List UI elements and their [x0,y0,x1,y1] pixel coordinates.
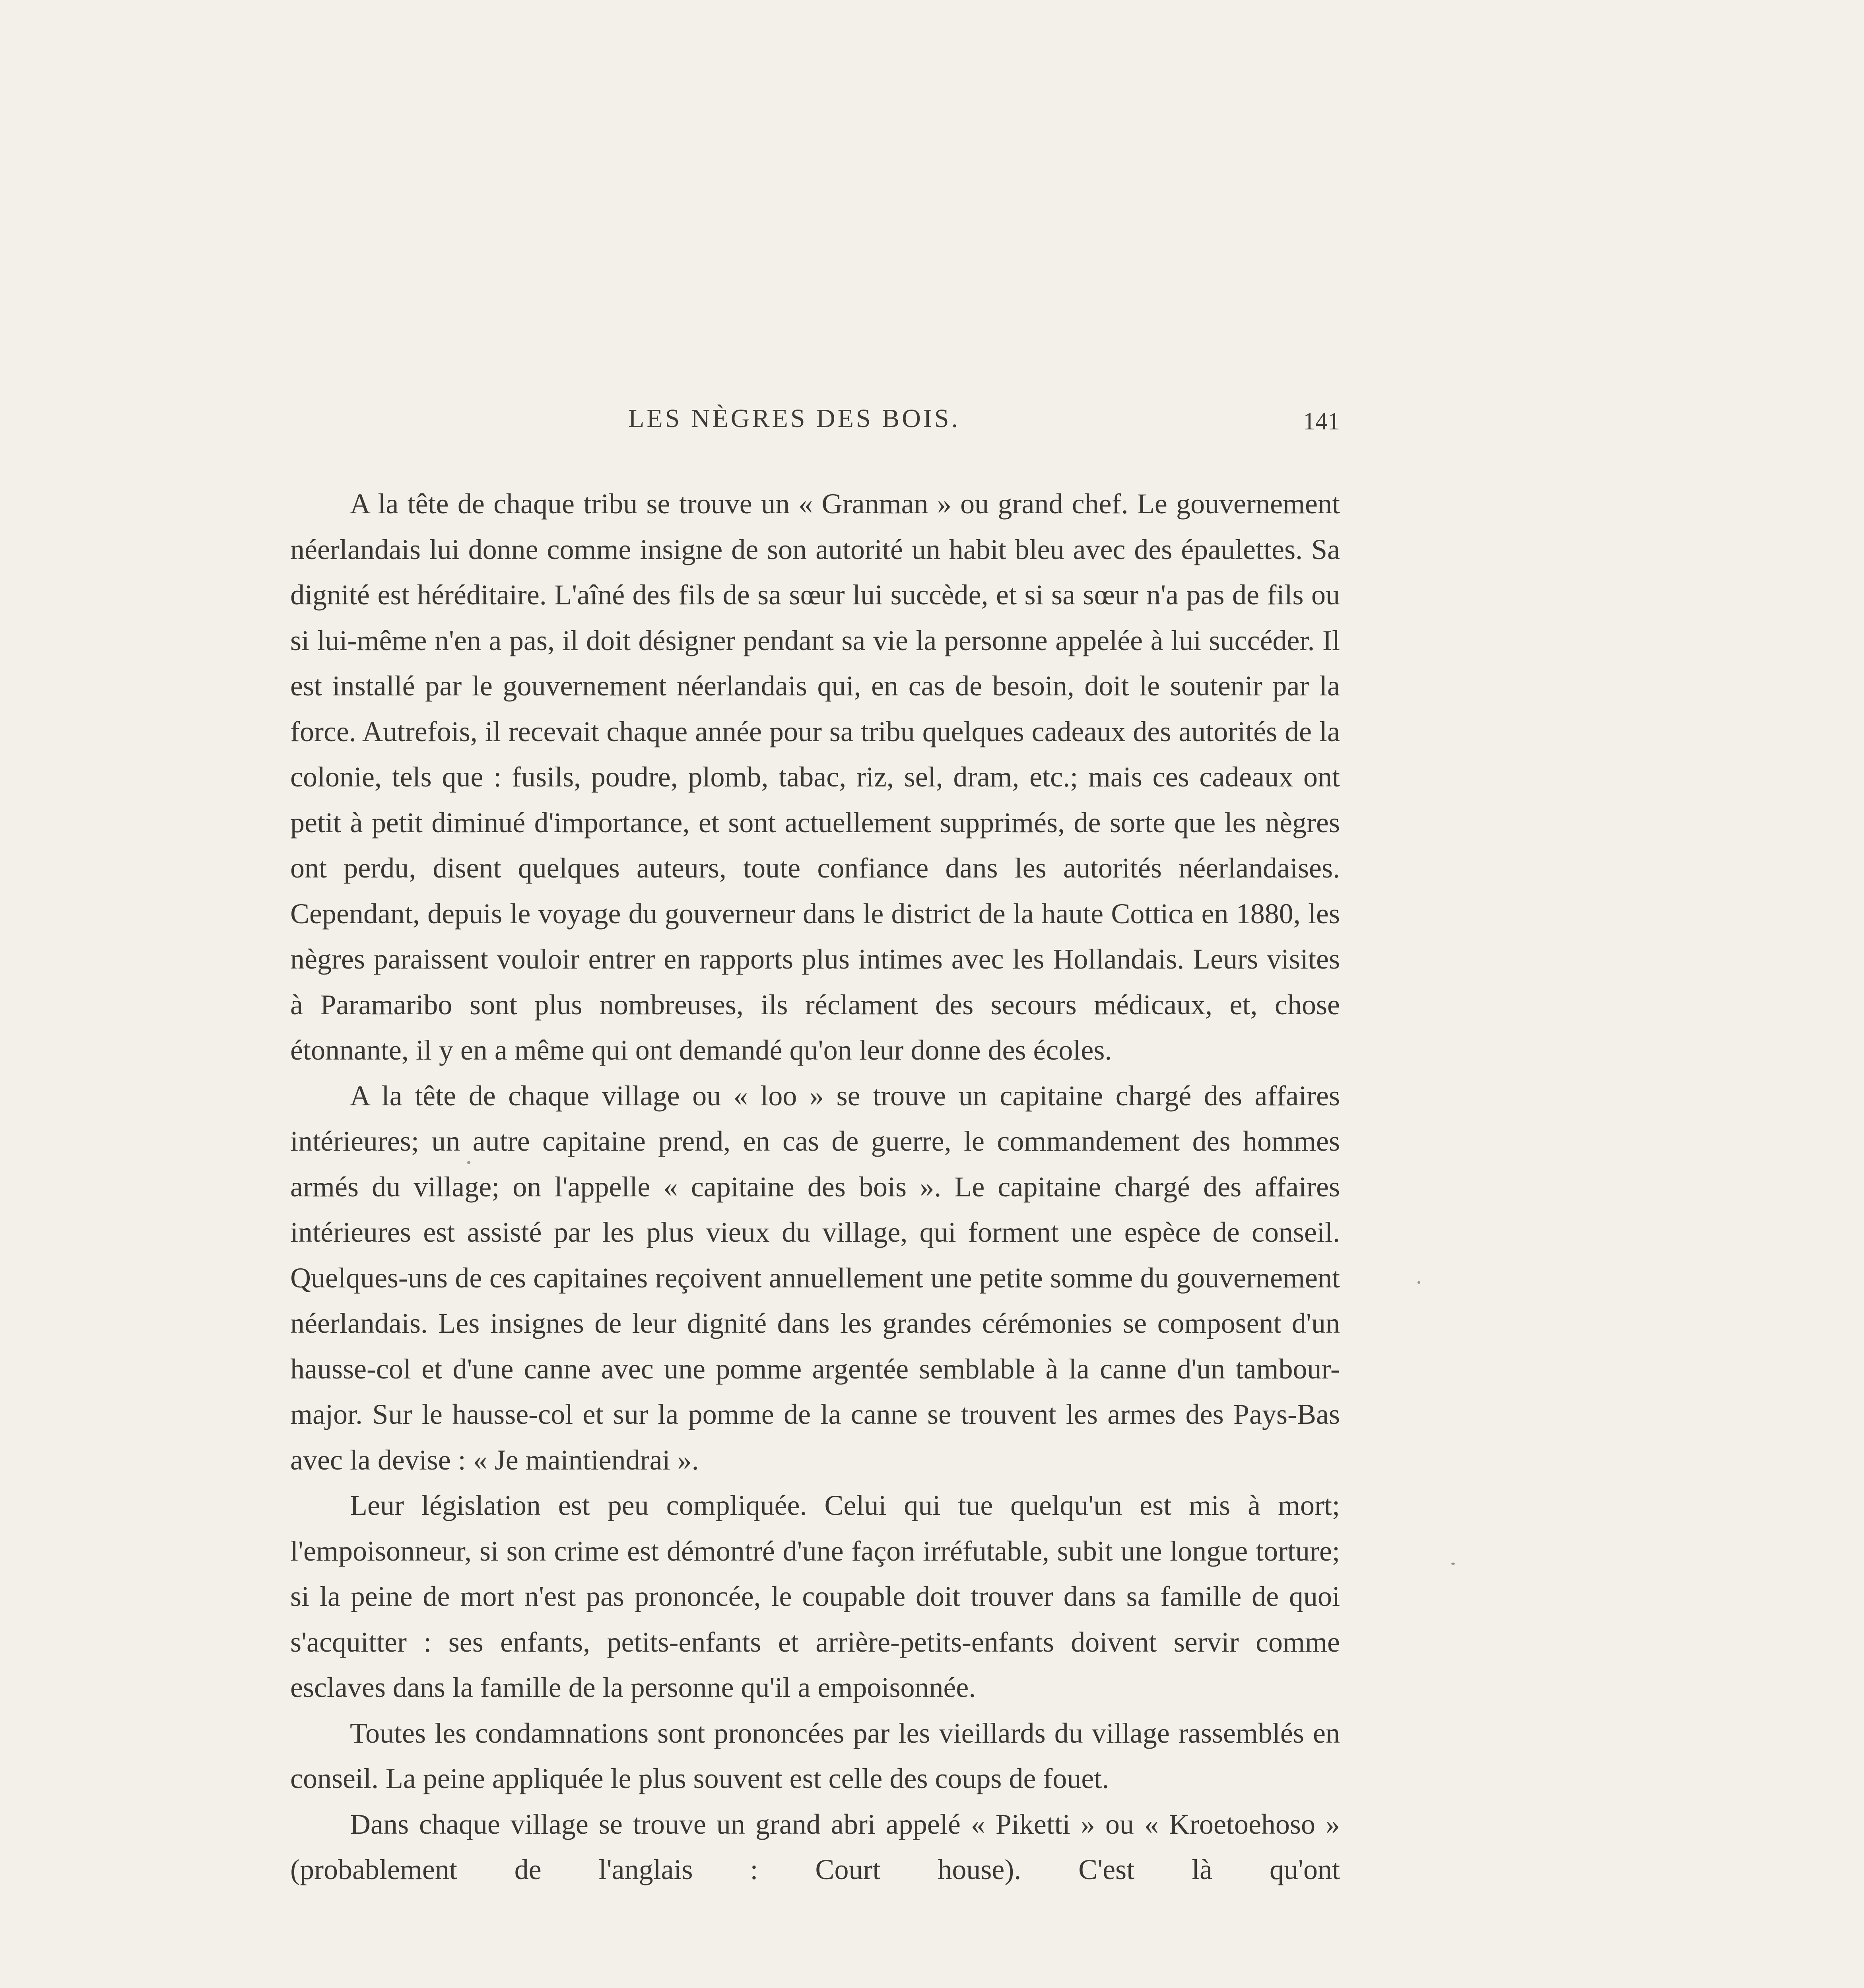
paragraph-granman: A la tête de chaque tribu se trouve un « Granman » ou grand chef. Le gouvernement néerlandais lui donne comme insigne de son autorité un habit bleu avec des épaulettes. Sa dignité est héréditaire. L'aîné des fils de sa sœur lui succède, et si sa sœur n'a pas de fils ou si lui-même n'en a pas, il doit désigner pendant sa vie la personne appelée à lui succéder. Il est installé par le gouvernement néerlandais qui, en cas de besoin, doit le soutenir par la force. Autrefois, il recevait chaque année pour sa tribu quelques cadeaux des autorités de la colonie, tels que : fusils, poudre, plomb, tabac, riz, sel, dram, etc.; mais ces cadeaux ont petit à petit diminué d'importance, et sont actuellement supprimés, de sorte que les nègres ont perdu, disent quelques auteurs, toute confiance dans les autorités néerlandaises. Cependant, depuis le voyage du gouverneur dans le district de la haute Cottica en 1880, les nègres paraissent vouloir entrer en rapports plus intimes avec les Hollandais. Leurs visites à Paramaribo sont plus nombreuses, ils réclament des secours médicaux, et, chose étonnante, il y en a même qui ont demandé qu'on leur donne des écoles. [290,488,1340,1066]
running-title: LES NÈGRES DES BOIS. [628,404,961,433]
paper-speck [1417,1281,1420,1284]
page-header [290,404,1340,447]
paragraph-condamnations: Toutes les condamnations sont prononcées par les vieillards du village rassemblés en conseil. La peine appliquée le plus souvent est celle des coups de fouet. [290,1717,1340,1794]
page-number: 141 [1303,408,1340,435]
body-text [290,481,1340,1893]
paper-speck [467,1161,470,1164]
paragraph-capitaine: A la tête de chaque village ou « loo » se trouve un capitaine chargé des affaires intérieures; un autre capitaine prend, en cas de guerre, le commandement des hommes armés du village; on l'appelle « capitaine des bois ». Le capitaine chargé des affaires intérieures est assisté par les plus vieux du village, qui forment une espèce de conseil. Quelques-uns de ces capitaines reçoivent annuellement une petite somme du gouvernement néerlandais. Les insignes de leur dignité dans les grandes cérémonies se composent d'un hausse-col et d'une canne avec une pomme argentée semblable à la canne d'un tambour-major. Sur le hausse-col et sur la pomme de la canne se trouvent les armes des Pays-Bas avec la devise : « Je maintiendrai ». [290,1079,1340,1476]
paragraph-piketti: Dans chaque village se trouve un grand abri appelé « Piketti » ou « Kroetoehoso » (probablement de l'anglais : Court house). C'est là qu'ont [290,1808,1340,1885]
paragraph-legislation: Leur législation est peu compliquée. Celui qui tue quelqu'un est mis à mort; l'empoisonneur, si son crime est démontré d'une façon irréfutable, subit une longue torture; si la peine de mort n'est pas prononcée, le coupable doit trouver dans sa famille de quoi s'acquitter : ses enfants, petits-enfants et arrière-petits-enfants doivent servir comme esclaves dans la famille de la personne qu'il a empoisonnée. [290,1489,1340,1703]
paper-speck [1451,1563,1455,1565]
